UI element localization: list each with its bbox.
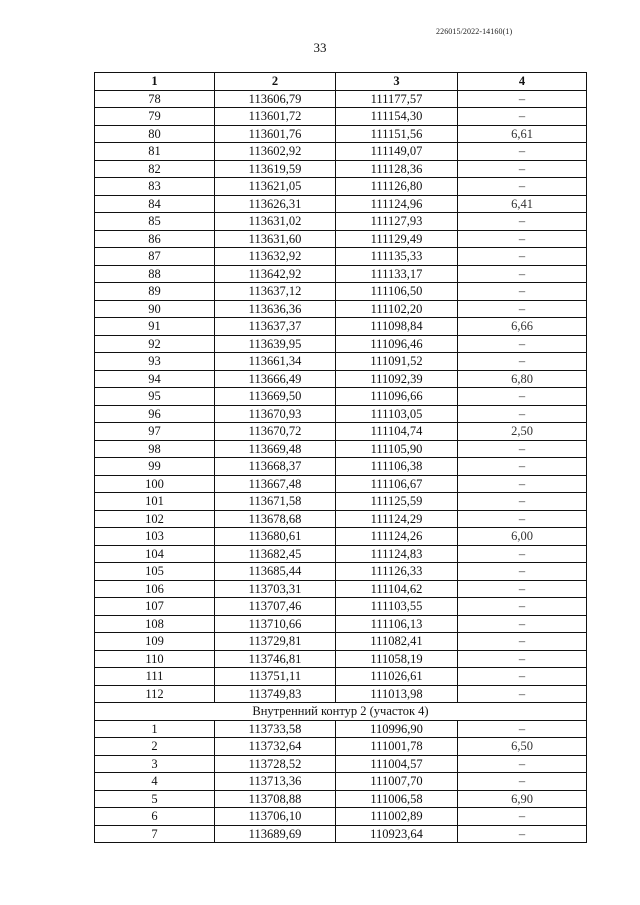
offset-value: – (458, 668, 587, 686)
x-coordinate: 113601,72 (215, 108, 336, 126)
point-number: 87 (95, 248, 215, 266)
y-coordinate: 110996,90 (336, 720, 458, 738)
table-row (95, 388, 587, 406)
point-number: 5 (95, 790, 215, 808)
x-coordinate: 113606,79 (215, 90, 336, 108)
offset-value: 6,66 (458, 318, 587, 336)
table-row (95, 738, 587, 756)
table-row (95, 440, 587, 458)
offset-value: – (458, 300, 587, 318)
offset-value: – (458, 650, 587, 668)
offset-value: – (458, 633, 587, 651)
table-row (95, 405, 587, 423)
table-row (95, 195, 587, 213)
x-coordinate: 113707,46 (215, 598, 336, 616)
y-coordinate: 111124,26 (336, 528, 458, 546)
table-row (95, 598, 587, 616)
y-coordinate: 111002,89 (336, 808, 458, 826)
y-coordinate: 111106,13 (336, 615, 458, 633)
y-coordinate: 111133,17 (336, 265, 458, 283)
x-coordinate: 113631,02 (215, 213, 336, 231)
offset-value: – (458, 213, 587, 231)
x-coordinate: 113631,60 (215, 230, 336, 248)
offset-value: – (458, 720, 587, 738)
x-coordinate: 113642,92 (215, 265, 336, 283)
table-row (95, 650, 587, 668)
point-number: 109 (95, 633, 215, 651)
offset-value: – (458, 493, 587, 511)
y-coordinate: 111126,33 (336, 563, 458, 581)
table-row (95, 125, 587, 143)
table-row (95, 633, 587, 651)
table-row (95, 755, 587, 773)
x-coordinate: 113749,83 (215, 685, 336, 703)
offset-value: – (458, 90, 587, 108)
point-number: 106 (95, 580, 215, 598)
table-row (95, 265, 587, 283)
y-coordinate: 111125,59 (336, 493, 458, 511)
point-number: 1 (95, 720, 215, 738)
y-coordinate: 111128,36 (336, 160, 458, 178)
offset-value: – (458, 160, 587, 178)
y-coordinate: 111149,07 (336, 143, 458, 161)
point-number: 103 (95, 528, 215, 546)
y-coordinate: 111127,93 (336, 213, 458, 231)
x-coordinate: 113689,69 (215, 825, 336, 843)
point-number: 108 (95, 615, 215, 633)
point-number: 104 (95, 545, 215, 563)
y-coordinate: 110923,64 (336, 825, 458, 843)
offset-value: – (458, 773, 587, 791)
offset-value: 2,50 (458, 423, 587, 441)
point-number: 6 (95, 808, 215, 826)
table-row (95, 825, 587, 843)
table-row (95, 790, 587, 808)
x-coordinate: 113661,34 (215, 353, 336, 371)
y-coordinate: 111103,05 (336, 405, 458, 423)
x-coordinate: 113602,92 (215, 143, 336, 161)
table-row (95, 300, 587, 318)
column-header: 3 (336, 73, 458, 91)
point-number: 7 (95, 825, 215, 843)
x-coordinate: 113706,10 (215, 808, 336, 826)
y-coordinate: 111135,33 (336, 248, 458, 266)
x-coordinate: 113708,88 (215, 790, 336, 808)
offset-value: – (458, 143, 587, 161)
table-row (95, 510, 587, 528)
point-number: 102 (95, 510, 215, 528)
point-number: 83 (95, 178, 215, 196)
y-coordinate: 111105,90 (336, 440, 458, 458)
x-coordinate: 113636,36 (215, 300, 336, 318)
x-coordinate: 113670,72 (215, 423, 336, 441)
x-coordinate: 113669,50 (215, 388, 336, 406)
x-coordinate: 113746,81 (215, 650, 336, 668)
point-number: 85 (95, 213, 215, 231)
point-number: 96 (95, 405, 215, 423)
point-number: 112 (95, 685, 215, 703)
table-row (95, 720, 587, 738)
table-row (95, 248, 587, 266)
x-coordinate: 113728,52 (215, 755, 336, 773)
offset-value: 6,80 (458, 370, 587, 388)
table-row (95, 685, 587, 703)
point-number: 98 (95, 440, 215, 458)
offset-value: – (458, 353, 587, 371)
point-number: 94 (95, 370, 215, 388)
document-number: 226015/2022-14160(1) (436, 27, 513, 36)
offset-value: – (458, 178, 587, 196)
section-title: Внутренний контур 2 (участок 4) (95, 703, 587, 721)
x-coordinate: 113713,36 (215, 773, 336, 791)
column-header: 4 (458, 73, 587, 91)
x-coordinate: 113637,37 (215, 318, 336, 336)
y-coordinate: 111007,70 (336, 773, 458, 791)
offset-value: – (458, 825, 587, 843)
column-header: 2 (215, 73, 336, 91)
table-row (95, 475, 587, 493)
x-coordinate: 113680,61 (215, 528, 336, 546)
coordinates-table (94, 72, 587, 843)
y-coordinate: 111082,41 (336, 633, 458, 651)
point-number: 4 (95, 773, 215, 791)
table-row (95, 580, 587, 598)
point-number: 107 (95, 598, 215, 616)
offset-value: – (458, 108, 587, 126)
x-coordinate: 113667,48 (215, 475, 336, 493)
table-row (95, 318, 587, 336)
point-number: 111 (95, 668, 215, 686)
section-header (95, 703, 587, 721)
point-number: 78 (95, 90, 215, 108)
point-number: 95 (95, 388, 215, 406)
y-coordinate: 111104,74 (336, 423, 458, 441)
offset-value: – (458, 458, 587, 476)
offset-value: 6,41 (458, 195, 587, 213)
x-coordinate: 113626,31 (215, 195, 336, 213)
table-row (95, 353, 587, 371)
table-row (95, 493, 587, 511)
x-coordinate: 113670,93 (215, 405, 336, 423)
y-coordinate: 111177,57 (336, 90, 458, 108)
offset-value: – (458, 475, 587, 493)
offset-value: – (458, 510, 587, 528)
x-coordinate: 113632,92 (215, 248, 336, 266)
y-coordinate: 111026,61 (336, 668, 458, 686)
table-row (95, 423, 587, 441)
x-coordinate: 113669,48 (215, 440, 336, 458)
x-coordinate: 113751,11 (215, 668, 336, 686)
table-body-contour (95, 90, 587, 703)
y-coordinate: 111154,30 (336, 108, 458, 126)
point-number: 97 (95, 423, 215, 441)
page-number: 33 (313, 40, 327, 55)
section-row (95, 703, 587, 721)
table-row (95, 143, 587, 161)
point-number: 82 (95, 160, 215, 178)
point-number: 101 (95, 493, 215, 511)
table-body-inner-contour (95, 720, 587, 843)
y-coordinate: 111151,56 (336, 125, 458, 143)
offset-value: – (458, 335, 587, 353)
y-coordinate: 111004,57 (336, 755, 458, 773)
table-row (95, 808, 587, 826)
point-number: 92 (95, 335, 215, 353)
y-coordinate: 111106,67 (336, 475, 458, 493)
y-coordinate: 111129,49 (336, 230, 458, 248)
table-row (95, 458, 587, 476)
x-coordinate: 113703,31 (215, 580, 336, 598)
y-coordinate: 111001,78 (336, 738, 458, 756)
table-row (95, 283, 587, 301)
x-coordinate: 113710,66 (215, 615, 336, 633)
offset-value: – (458, 580, 587, 598)
offset-value: – (458, 440, 587, 458)
table-header-row (95, 73, 587, 91)
offset-value: – (458, 248, 587, 266)
offset-value: – (458, 685, 587, 703)
table-row (95, 668, 587, 686)
offset-value: – (458, 388, 587, 406)
y-coordinate: 111104,62 (336, 580, 458, 598)
offset-value: – (458, 230, 587, 248)
point-number: 3 (95, 755, 215, 773)
x-coordinate: 113619,59 (215, 160, 336, 178)
table-row (95, 178, 587, 196)
offset-value: – (458, 563, 587, 581)
x-coordinate: 113682,45 (215, 545, 336, 563)
table-row (95, 563, 587, 581)
table-row (95, 90, 587, 108)
x-coordinate: 113639,95 (215, 335, 336, 353)
x-coordinate: 113621,05 (215, 178, 336, 196)
point-number: 81 (95, 143, 215, 161)
offset-value: 6,00 (458, 528, 587, 546)
y-coordinate: 111124,83 (336, 545, 458, 563)
offset-value: – (458, 615, 587, 633)
point-number: 100 (95, 475, 215, 493)
x-coordinate: 113666,49 (215, 370, 336, 388)
x-coordinate: 113637,12 (215, 283, 336, 301)
table-row (95, 213, 587, 231)
y-coordinate: 111013,98 (336, 685, 458, 703)
offset-value: – (458, 598, 587, 616)
point-number: 84 (95, 195, 215, 213)
x-coordinate: 113601,76 (215, 125, 336, 143)
y-coordinate: 111098,84 (336, 318, 458, 336)
point-number: 105 (95, 563, 215, 581)
column-header: 1 (95, 73, 215, 91)
y-coordinate: 111126,80 (336, 178, 458, 196)
offset-value: – (458, 265, 587, 283)
x-coordinate: 113678,68 (215, 510, 336, 528)
x-coordinate: 113732,64 (215, 738, 336, 756)
offset-value: 6,90 (458, 790, 587, 808)
point-number: 91 (95, 318, 215, 336)
offset-value: 6,50 (458, 738, 587, 756)
offset-value: – (458, 755, 587, 773)
point-number: 80 (95, 125, 215, 143)
x-coordinate: 113671,58 (215, 493, 336, 511)
table-row (95, 545, 587, 563)
y-coordinate: 111106,50 (336, 283, 458, 301)
point-number: 99 (95, 458, 215, 476)
y-coordinate: 111006,58 (336, 790, 458, 808)
y-coordinate: 111091,52 (336, 353, 458, 371)
table-row (95, 160, 587, 178)
y-coordinate: 111096,46 (336, 335, 458, 353)
point-number: 90 (95, 300, 215, 318)
y-coordinate: 111092,39 (336, 370, 458, 388)
y-coordinate: 111103,55 (336, 598, 458, 616)
table-row (95, 528, 587, 546)
y-coordinate: 111102,20 (336, 300, 458, 318)
y-coordinate: 111106,38 (336, 458, 458, 476)
offset-value: 6,61 (458, 125, 587, 143)
table-row (95, 615, 587, 633)
offset-value: – (458, 545, 587, 563)
table-row (95, 370, 587, 388)
table-row (95, 335, 587, 353)
point-number: 79 (95, 108, 215, 126)
offset-value: – (458, 283, 587, 301)
x-coordinate: 113733,58 (215, 720, 336, 738)
point-number: 2 (95, 738, 215, 756)
point-number: 86 (95, 230, 215, 248)
offset-value: – (458, 405, 587, 423)
table-row (95, 773, 587, 791)
x-coordinate: 113729,81 (215, 633, 336, 651)
point-number: 88 (95, 265, 215, 283)
point-number: 93 (95, 353, 215, 371)
table-row (95, 230, 587, 248)
y-coordinate: 111058,19 (336, 650, 458, 668)
offset-value: – (458, 808, 587, 826)
y-coordinate: 111124,96 (336, 195, 458, 213)
point-number: 89 (95, 283, 215, 301)
y-coordinate: 111096,66 (336, 388, 458, 406)
y-coordinate: 111124,29 (336, 510, 458, 528)
point-number: 110 (95, 650, 215, 668)
x-coordinate: 113668,37 (215, 458, 336, 476)
x-coordinate: 113685,44 (215, 563, 336, 581)
table-row (95, 108, 587, 126)
